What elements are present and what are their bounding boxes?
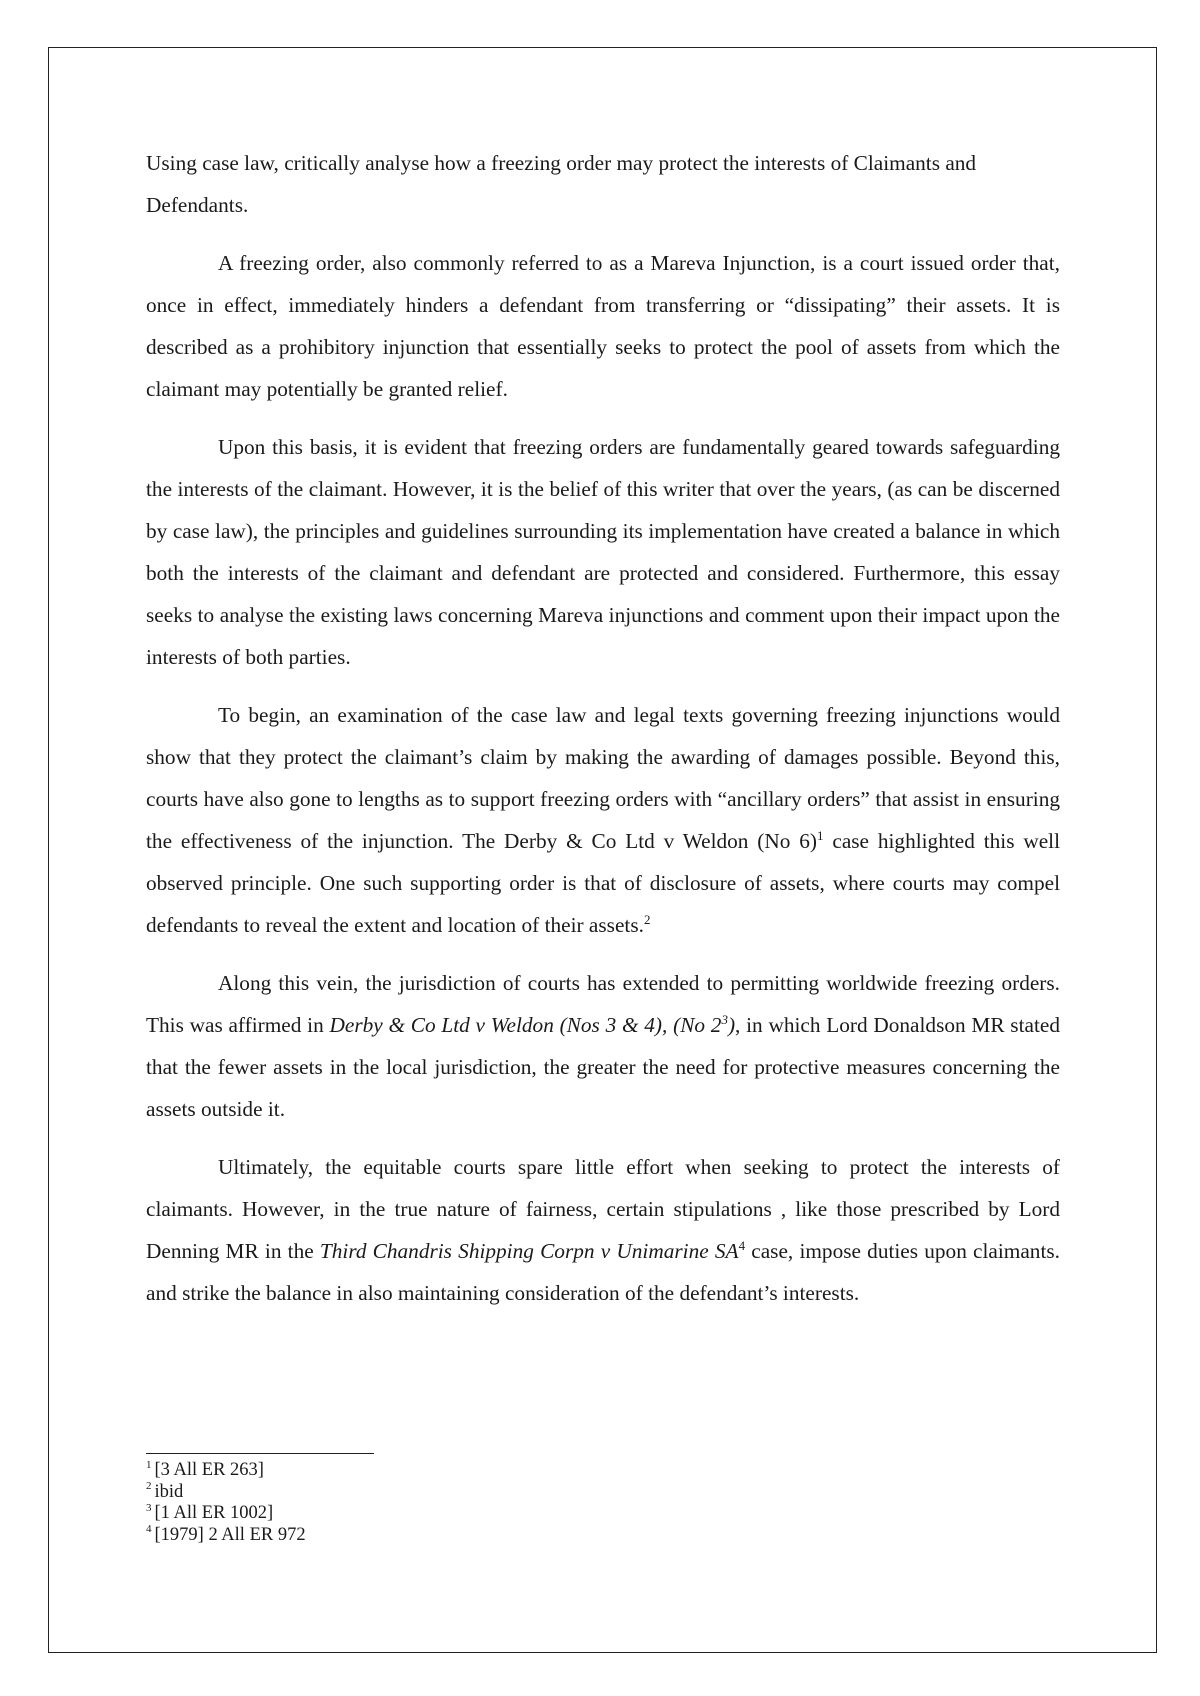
paragraph-2: Upon this basis, it is evident that freezing orders are fundamentally geared towards safeguarding the interests of the claimant. However, it is the belief of this writer that over the years, (as can be discerned by case law), the principles and guidelines surrounding its implementation have created a balance in which both the interests of the claimant and defendant are protected and considered. Furthermore, this essay seeks to analyse the existing laws concerning Mareva injunctions and comment upon their impact upon the interests of both parties. [146,435,1060,669]
paragraph-3 [146,694,1060,946]
case-citation-chandris: Third Chandris Shipping Corpn v Unimarine SA [319,1239,739,1263]
footnote-3: $^3$ [1 All ER 1002] [146,1501,274,1523]
paragraph-4 [146,962,1060,1130]
case-citation-derby: Derby & Co Ltd v Weldon (Nos 3 & 4), (No $2^3$) [329,1011,736,1037]
footnote-separator [146,1453,374,1454]
footnote-1: $^1$ [3 All ER 263] [146,1458,264,1480]
footnote-2: $^2$ ibid [146,1480,184,1502]
paragraph-5-text-b: case, impose duties upon claimants. and strike the balance in also maintaining consideration of the defendant’s interests. [146,1239,1060,1305]
footnote-4: $^4$ [1979] 2 All ER 972 [146,1523,306,1545]
paragraph-3-text-b: case highlighted this well observed principle. One such supporting order is that of disclosure of assets, where courts may compel defendants to reveal the extent and location of their assets. [146,829,1060,937]
footnotes [146,1453,746,1546]
footnote-ref-4: 4 [738,1237,746,1253]
footnote-ref-3: 3 [721,1011,728,1027]
footnote-ref-2: 2 [643,911,651,927]
essay-question: Using case law, critically analyse how a freezing order may protect the interests of Claimants and Defendants. [146,151,977,217]
paragraph-4-text-a: Along this vein, the jurisdiction of courts has extended to permitting worldwide freezing orders. This was affirmed in [146,971,1060,1037]
paragraph-4-text-b: , in which Lord Donaldson MR stated that the fewer assets in the local jurisdiction, the greater the need for protective measures concerning the assets outside it. [146,1013,1060,1121]
paragraph-5 [146,1146,1060,1314]
paragraph-5-text-a: Ultimately, the equitable courts spare little effort when seeking to protect the interests of claimants. However, in the true nature of fairness, certain stipulations , like those prescribed by Lord Denning MR in the [146,1155,1060,1263]
footnote-ref-1: 1 [817,827,824,843]
paragraph-1: A freezing order, also commonly referred to as a Mareva Injunction, is a court issued order that, once in effect, immediately hinders a defendant from transferring or “dissipating” their assets. It is described as a prohibitory injunction that essentially seeks to protect the pool of assets from which the claimant may potentially be granted relief. [146,251,1060,401]
document-body [146,142,1060,1330]
paragraph-3-text-a: To begin, an examination of the case law and legal texts governing freezing injunctions would show that they protect the claimant’s claim by making the awarding of damages possible. Beyond this, courts have also gone to lengths as to support freezing orders with “ancillary orders” that assist in ensuring the effectiveness of the injunction. The Derby & Co Ltd v Weldon (No 6) [146,703,1060,853]
